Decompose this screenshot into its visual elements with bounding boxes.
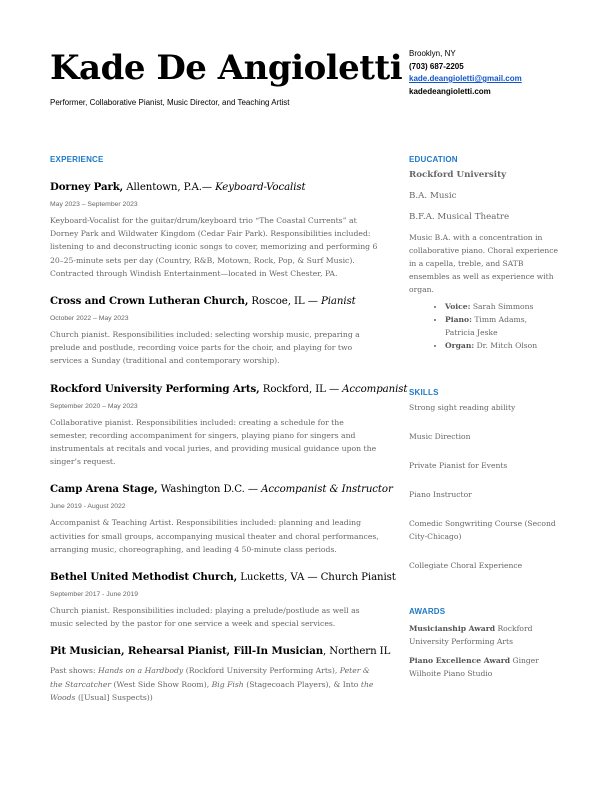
job-entry [50, 644, 391, 704]
job-dates: October 2022 – May 2023 [50, 315, 129, 323]
skill-item: Music Direction [409, 432, 471, 441]
job-title: Bethel United Methodist Church, Lucketts, VA — Church Pianist [50, 571, 396, 584]
contact-location: Brooklyn, NY [409, 49, 456, 58]
skill-item: Strong sight reading ability [409, 403, 516, 412]
job-entry [50, 294, 382, 368]
list-item: • Piano: Timm Adams, Patricia Jeske [445, 313, 559, 339]
job-title: Cross and Crown Lutheran Church, Roscoe, IL — Pianist [50, 295, 356, 308]
experience-heading: EXPERIENCE [50, 155, 104, 164]
job-description: Keyboard-Vocalist for the guitar/drum/keyboard trio “The Coastal Currents” at Dorney Park and Wildwater Kingdom (Cedar Fair Park). Responsibilities included: listening to and deconstructing iconic songs to cover, memorizing and performing 6 20–25-minute sets per day (Country, R&B, Motown, Rock, Pop, & Surf Music). Contracted through Windish Entertainment—located in West Chester, PA. [50, 216, 378, 278]
job-entry [50, 482, 393, 556]
school-name: Rockford University [409, 170, 507, 180]
job-title: Camp Arena Stage, Washington D.C. — Accompanist & Instructor [50, 483, 393, 496]
skills-list [409, 401, 559, 588]
degree: B.A. Music [409, 191, 457, 201]
experience-list [50, 180, 408, 718]
skill-item: Private Pianist for Events [409, 461, 508, 470]
education-block [409, 168, 559, 352]
awards-heading: AWARDS [409, 607, 446, 616]
job-entry [50, 180, 382, 280]
resume-name: Kade De Angioletti [50, 48, 403, 88]
contact-website: kadedeangioletti.com [409, 86, 491, 96]
job-description: Accompanist & Teaching Artist. Responsibilities included: planning and leading activities for small groups, accompanying musical theater and choral performances, arranging music, choreographing, and leading 4 50-minute class periods. [50, 518, 379, 554]
education-description: Music B.A. with a concentration in collaborative piano. Choral experience in a capella, treble, and SATB ensembles as well as experience with organ. [409, 233, 559, 294]
award-item: Musicianship Award Rockford University Performing Arts [409, 624, 533, 646]
education-heading: EDUCATION [409, 155, 458, 164]
job-entry [50, 382, 408, 469]
degree: B.F.A. Musical Theatre [409, 212, 510, 222]
awards-list [409, 622, 559, 686]
contact-block [409, 48, 522, 98]
award-item: Piano Excellence Award Ginger Wilhoite Piano Studio [409, 656, 539, 678]
list-item: • Voice: Sarah Simmons [445, 300, 559, 313]
job-title: Rockford University Performing Arts, Rockford, IL — Accompanist [50, 382, 408, 395]
list-item: • Organ: Dr. Mitch Olson [445, 339, 559, 352]
teacher-list [409, 300, 559, 352]
contact-email-link[interactable]: kade.deangioletti@gmail.com [409, 74, 522, 83]
job-entry [50, 570, 396, 630]
job-dates: May 2023 – September 2023 [50, 201, 138, 208]
job-description: Church pianist. Responsibilities included: selecting worship music, preparing a prelude and postlude, recording voice parts for the choir, and playing for two services a Sunday (traditional and contemporary worship). [50, 330, 360, 366]
contact-phone: (703) 687-2205 [409, 61, 464, 71]
job-dates: June 2019 - August 2022 [50, 503, 126, 511]
job-dates: September 2020 – May 2023 [50, 402, 138, 410]
tagline: Performer, Collaborative Pianist, Music Director, and Teaching Artist [50, 98, 290, 107]
skills-heading: SKILLS [409, 388, 439, 397]
skill-item: Piano Instructor [409, 490, 472, 499]
skill-item: Comedic Songwriting Course (Second City-Chicago) [409, 519, 556, 541]
job-description: Past shows: Hands on a Hardbody (Rockford University Performing Arts), Peter & the Starcatcher (West Side Show Room), Big Fish (Stagecoach Players), & Into the Woods ([Usual] Suspects)) [50, 666, 374, 702]
job-title: Dorney Park, Allentown, P.A.— Keyboard-Vocalist [50, 181, 306, 193]
job-description: Collaborative pianist. Responsibilities included: creating a schedule for the semester, recording accompaniment for singers, playing piano for singers and instrumentals at recitals and vocal juries, and providing musical guidance upon the singer’s request. [50, 417, 377, 467]
job-description: Church pianist. Responsibilities included: playing a prelude/postlude as well as music selected by the pastor for one service a week and special services. [50, 606, 360, 629]
job-dates: September 2017 - June 2019 [50, 591, 139, 599]
job-title: Pit Musician, Rehearsal Pianist, Fill-In Musician, Northern IL [50, 645, 391, 658]
skill-item: Collegiate Choral Experience [409, 561, 523, 570]
